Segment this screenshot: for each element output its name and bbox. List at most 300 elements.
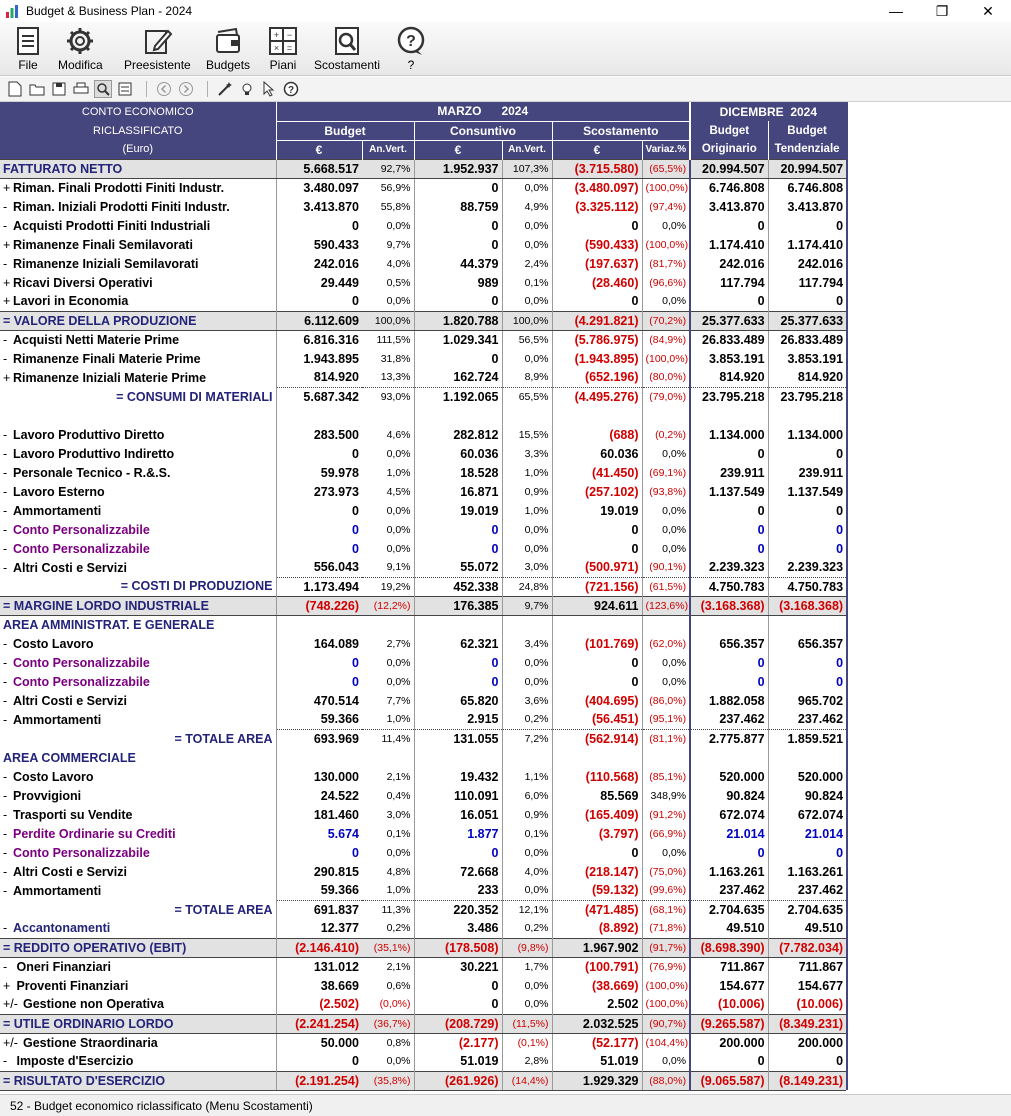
budget-tendenziale[interactable]: 0 (836, 674, 844, 689)
budget-originario[interactable] (690, 615, 768, 634)
scostamento-value[interactable]: 0 (552, 216, 642, 235)
budget-originario[interactable]: 25.377.633 (690, 311, 768, 330)
budget-tendenziale[interactable]: 1.174.410 (787, 237, 844, 252)
table-row[interactable] (0, 729, 846, 748)
scostamento-value[interactable]: 85.569 (552, 786, 642, 805)
pointer-icon[interactable] (260, 80, 278, 98)
budget-anvert[interactable]: 0,0% (362, 292, 414, 311)
scostamento-variaz[interactable]: (62,0%) (642, 634, 690, 653)
consuntivo-anvert[interactable] (502, 406, 552, 425)
budget-anvert[interactable]: 0,0% (362, 444, 414, 463)
budget-tendenziale[interactable]: 154.677 (797, 978, 844, 993)
help-small-icon[interactable] (282, 80, 300, 98)
scostamento-variaz[interactable]: (90,7%) (642, 1014, 690, 1033)
consuntivo-anvert[interactable]: 0,0% (502, 976, 552, 995)
consuntivo-value[interactable]: 0 (414, 843, 502, 862)
scostamento-variaz[interactable]: 0,0% (642, 292, 690, 311)
budget-value[interactable]: 130.000 (313, 769, 359, 784)
table-row[interactable] (0, 919, 846, 938)
budget-anvert[interactable]: 11,4% (362, 729, 414, 748)
menu-preesistente[interactable]: Preesistente (124, 26, 191, 72)
budget-value[interactable]: 24.522 (320, 788, 359, 803)
consuntivo-value[interactable] (414, 615, 502, 634)
consuntivo-anvert[interactable]: 4,0% (502, 862, 552, 881)
budget-anvert[interactable]: 0,0% (362, 216, 414, 235)
scostamento-variaz[interactable]: (70,2%) (642, 311, 690, 330)
budget-originario[interactable]: 237.462 (690, 710, 768, 729)
consuntivo-anvert[interactable]: 3,0% (502, 558, 552, 577)
scostamento-value[interactable]: (652.196) (552, 368, 642, 387)
budget-anvert[interactable]: 3,0% (362, 805, 414, 824)
consuntivo-value[interactable] (414, 748, 502, 767)
consuntivo-value[interactable]: 0 (414, 653, 502, 672)
scostamento-value[interactable]: (101.769) (552, 634, 642, 653)
budget-anvert[interactable]: 4,0% (362, 254, 414, 273)
scostamento-variaz[interactable]: (79,0%) (642, 387, 690, 406)
budget-value[interactable]: 3.480.097 (303, 180, 359, 195)
budget-value[interactable]: 290.815 (313, 864, 359, 879)
table-row[interactable] (0, 387, 846, 406)
consuntivo-anvert[interactable]: 0,2% (502, 919, 552, 938)
budget-value[interactable]: 0 (352, 655, 359, 670)
close-button[interactable]: ✕ (982, 2, 994, 19)
table-row[interactable] (0, 805, 846, 824)
budget-value[interactable]: 0 (352, 503, 359, 518)
table-row[interactable] (0, 748, 846, 767)
consuntivo-anvert[interactable]: 7,2% (502, 729, 552, 748)
scostamento-variaz[interactable]: (81,7%) (642, 254, 690, 273)
consuntivo-anvert[interactable]: 107,3% (502, 159, 552, 178)
budget-originario[interactable]: 21.014 (690, 824, 768, 843)
scostamento-variaz[interactable]: 0,0% (642, 1052, 690, 1071)
budget-value[interactable]: 693.969 (276, 729, 362, 748)
scostamento-value[interactable]: (56.451) (552, 710, 642, 729)
consuntivo-anvert[interactable]: 0,1% (502, 824, 552, 843)
scostamento-variaz[interactable]: (66,9%) (642, 824, 690, 843)
budget-anvert[interactable]: 0,0% (362, 653, 414, 672)
consuntivo-anvert[interactable]: 0,1% (502, 273, 552, 292)
budget-anvert[interactable]: 0,0% (362, 501, 414, 520)
budget-tendenziale[interactable]: 237.462 (797, 883, 844, 898)
consuntivo-anvert[interactable]: 3,4% (502, 634, 552, 653)
table-row[interactable] (0, 330, 846, 349)
print-icon[interactable] (72, 80, 90, 98)
table-row[interactable] (0, 1071, 846, 1090)
scostamento-variaz[interactable]: (99,6%) (642, 881, 690, 900)
budget-originario[interactable]: 49.510 (690, 919, 768, 938)
budget-tendenziale[interactable]: 237.462 (797, 712, 844, 727)
budget-tendenziale[interactable]: 26.833.489 (780, 332, 844, 347)
budget-anvert[interactable] (362, 406, 414, 425)
budget-value[interactable]: 470.514 (313, 693, 359, 708)
budget-tendenziale[interactable]: (8.349.231) (768, 1014, 846, 1033)
consuntivo-anvert[interactable]: (9,8%) (502, 938, 552, 957)
table-row[interactable] (0, 843, 846, 862)
table-row[interactable] (0, 482, 846, 501)
consuntivo-anvert[interactable]: 3,3% (502, 444, 552, 463)
consuntivo-anvert[interactable]: 4,9% (502, 197, 552, 216)
consuntivo-value[interactable]: 989 (414, 273, 502, 292)
budget-anvert[interactable]: 0,0% (362, 672, 414, 691)
scostamento-value[interactable]: (590.433) (552, 235, 642, 254)
budget-tendenziale[interactable]: 2.704.635 (768, 900, 846, 919)
consuntivo-value[interactable]: 1.877 (414, 824, 502, 843)
consuntivo-value[interactable]: 220.352 (414, 900, 502, 919)
scostamento-value[interactable]: 60.036 (552, 444, 642, 463)
budget-originario[interactable]: (3.168.368) (690, 596, 768, 615)
menu-help[interactable]: ? ? (395, 26, 427, 72)
budget-tendenziale[interactable]: 0 (836, 294, 844, 309)
budget-anvert[interactable]: 0,0% (362, 539, 414, 558)
budget-value[interactable]: 59.366 (320, 712, 359, 727)
table-row[interactable] (0, 216, 846, 235)
budget-originario[interactable]: 117.794 (690, 273, 768, 292)
consuntivo-value[interactable]: 16.871 (414, 482, 502, 501)
budget-tendenziale[interactable] (768, 406, 846, 425)
budget-anvert[interactable]: 2,7% (362, 634, 414, 653)
scostamento-variaz[interactable]: (95,1%) (642, 710, 690, 729)
scostamento-value[interactable]: 924.611 (552, 596, 642, 615)
budget-anvert[interactable]: (35,8%) (362, 1071, 414, 1090)
consuntivo-anvert[interactable]: 100,0% (502, 311, 552, 330)
scostamento-value[interactable]: (52.177) (552, 1033, 642, 1052)
budget-anvert[interactable]: 0,0% (362, 520, 414, 539)
budget-value[interactable]: 59.978 (320, 465, 359, 480)
scostamento-value[interactable]: 2.032.525 (552, 1014, 642, 1033)
budget-value[interactable]: 814.920 (313, 370, 359, 385)
budget-value[interactable]: 283.500 (313, 427, 359, 442)
consuntivo-anvert[interactable]: 1,0% (502, 501, 552, 520)
consuntivo-value[interactable]: 1.029.341 (414, 330, 502, 349)
budget-anvert[interactable]: (35,1%) (362, 938, 414, 957)
consuntivo-anvert[interactable] (502, 748, 552, 767)
scostamento-variaz[interactable]: (104,4%) (642, 1033, 690, 1052)
new-document-icon[interactable] (6, 80, 24, 98)
consuntivo-anvert[interactable]: 0,0% (502, 995, 552, 1014)
forward-icon[interactable] (177, 80, 195, 98)
consuntivo-anvert[interactable]: 1,1% (502, 767, 552, 786)
budget-originario[interactable]: 1.137.549 (690, 482, 768, 501)
scostamento-variaz[interactable]: (61,5%) (642, 577, 690, 596)
consuntivo-value[interactable]: 0 (414, 292, 502, 311)
consuntivo-value[interactable]: 0 (414, 539, 502, 558)
consuntivo-value[interactable]: 62.321 (414, 634, 502, 653)
consuntivo-value[interactable]: 0 (414, 520, 502, 539)
table-row[interactable] (0, 539, 846, 558)
budget-tendenziale[interactable]: 239.911 (798, 465, 844, 480)
consuntivo-value[interactable]: 60.036 (414, 444, 502, 463)
consuntivo-anvert[interactable]: 0,9% (502, 482, 552, 501)
consuntivo-anvert[interactable]: 56,5% (502, 330, 552, 349)
budget-originario[interactable]: (10.006) (690, 995, 768, 1014)
menu-budgets[interactable]: Budgets (206, 26, 250, 72)
scostamento-value[interactable]: (3.797) (552, 824, 642, 843)
consuntivo-anvert[interactable]: (14,4%) (502, 1071, 552, 1090)
consuntivo-value[interactable]: (261.926) (414, 1071, 502, 1090)
budget-value[interactable]: 1.173.494 (276, 577, 362, 596)
budget-originario[interactable]: 6.746.808 (690, 178, 768, 197)
scostamento-value[interactable] (552, 406, 642, 425)
budget-value[interactable]: 0 (352, 522, 359, 537)
consuntivo-anvert[interactable]: 0,0% (502, 539, 552, 558)
table-row[interactable] (0, 1033, 846, 1052)
budget-value[interactable]: 164.089 (313, 636, 359, 651)
scostamento-variaz[interactable]: (90,1%) (642, 558, 690, 577)
budget-value[interactable]: 0 (352, 845, 359, 860)
scostamento-variaz[interactable]: (93,8%) (642, 482, 690, 501)
budget-originario[interactable]: 0 (690, 520, 768, 539)
scostamento-variaz[interactable]: (68,1%) (642, 900, 690, 919)
scostamento-value[interactable]: 1.929.329 (552, 1071, 642, 1090)
scostamento-variaz[interactable]: (100,0%) (642, 178, 690, 197)
budget-value[interactable]: 6.112.609 (276, 311, 362, 330)
scostamento-value[interactable]: (3.325.112) (552, 197, 642, 216)
budget-value[interactable]: 12.377 (320, 921, 359, 936)
budget-originario[interactable]: (9.265.587) (690, 1014, 768, 1033)
budget-tendenziale[interactable]: 25.377.633 (768, 311, 846, 330)
table-row[interactable] (0, 710, 846, 729)
budget-originario[interactable]: 4.750.783 (690, 577, 768, 596)
scostamento-value[interactable]: (59.132) (552, 881, 642, 900)
scostamento-value[interactable]: 0 (552, 539, 642, 558)
consuntivo-anvert[interactable]: (11,5%) (502, 1014, 552, 1033)
consuntivo-value[interactable]: 44.379 (414, 254, 502, 273)
scostamento-variaz[interactable]: (91,7%) (642, 938, 690, 957)
table-row[interactable] (0, 767, 846, 786)
consuntivo-anvert[interactable]: 0,0% (502, 178, 552, 197)
menu-file[interactable]: File (12, 26, 44, 72)
scostamento-variaz[interactable]: (100,0%) (642, 349, 690, 368)
budget-value[interactable]: (2.241.254) (276, 1014, 362, 1033)
consuntivo-value[interactable]: 2.915 (414, 710, 502, 729)
budget-originario[interactable]: 0 (690, 1052, 768, 1071)
scostamento-value[interactable]: 0 (552, 672, 642, 691)
budget-originario[interactable]: 2.775.877 (690, 729, 768, 748)
budget-tendenziale[interactable]: 20.994.507 (768, 159, 846, 178)
consuntivo-value[interactable]: (2.177) (414, 1033, 502, 1052)
consuntivo-value[interactable]: 0 (414, 216, 502, 235)
consuntivo-value[interactable]: 1.192.065 (414, 387, 502, 406)
table-row[interactable] (0, 881, 846, 900)
consuntivo-value[interactable]: 1.820.788 (414, 311, 502, 330)
table-row[interactable] (0, 254, 846, 273)
consuntivo-value[interactable]: 0 (414, 976, 502, 995)
scostamento-value[interactable]: (4.291.821) (552, 311, 642, 330)
scostamento-variaz[interactable]: 0,0% (642, 843, 690, 862)
budget-tendenziale[interactable]: 6.746.808 (787, 180, 844, 195)
scostamento-variaz[interactable]: 0,0% (642, 520, 690, 539)
scostamento-variaz[interactable]: (100,0%) (642, 235, 690, 254)
scostamento-value[interactable]: 0 (552, 843, 642, 862)
consuntivo-value[interactable]: 0 (414, 995, 502, 1014)
budget-originario[interactable]: 20.994.507 (690, 159, 768, 178)
scostamento-value[interactable]: (28.460) (552, 273, 642, 292)
table-row[interactable] (0, 444, 846, 463)
budget-tendenziale[interactable]: 23.795.218 (768, 387, 846, 406)
scostamento-value[interactable]: (8.892) (552, 919, 642, 938)
consuntivo-anvert[interactable]: 9,7% (502, 596, 552, 615)
budget-anvert[interactable]: 7,7% (362, 691, 414, 710)
scostamento-value[interactable]: (500.971) (552, 558, 642, 577)
scostamento-value[interactable]: 51.019 (552, 1052, 642, 1071)
table-row[interactable] (0, 501, 846, 520)
consuntivo-value[interactable]: 18.528 (414, 463, 502, 482)
budget-value[interactable]: 1.943.895 (303, 351, 359, 366)
budget-originario[interactable]: 814.920 (690, 368, 768, 387)
budget-tendenziale[interactable]: 711.867 (798, 959, 844, 974)
consuntivo-value[interactable]: (178.508) (414, 938, 502, 957)
budget-originario[interactable]: 672.074 (690, 805, 768, 824)
consuntivo-anvert[interactable]: 0,0% (502, 672, 552, 691)
budget-tendenziale[interactable]: 0 (836, 1054, 844, 1069)
budget-anvert[interactable]: 0,4% (362, 786, 414, 805)
budget-value[interactable]: 0 (352, 446, 359, 461)
budget-tendenziale[interactable]: 0 (836, 218, 844, 233)
budget-value[interactable]: 590.433 (313, 237, 359, 252)
lightbulb-icon[interactable] (238, 80, 256, 98)
budget-value[interactable]: 59.366 (320, 883, 359, 898)
scostamento-value[interactable]: (197.637) (552, 254, 642, 273)
scostamento-value[interactable]: 0 (552, 520, 642, 539)
consuntivo-value[interactable]: (208.729) (414, 1014, 502, 1033)
scostamento-variaz[interactable]: (100,0%) (642, 995, 690, 1014)
consuntivo-anvert[interactable]: 0,0% (502, 235, 552, 254)
scostamento-value[interactable] (552, 615, 642, 634)
budget-value[interactable]: 0 (352, 674, 359, 689)
scostamento-variaz[interactable]: 0,0% (642, 653, 690, 672)
scostamento-value[interactable]: 19.019 (552, 501, 642, 520)
budget-originario[interactable]: 242.016 (690, 254, 768, 273)
budget-originario[interactable]: 0 (690, 444, 768, 463)
budget-tendenziale[interactable]: 49.510 (804, 921, 844, 936)
scostamento-value[interactable]: (562.914) (552, 729, 642, 748)
table-row[interactable] (0, 596, 846, 615)
budget-originario[interactable]: 1.882.058 (690, 691, 768, 710)
budget-tendenziale[interactable] (768, 615, 846, 634)
budget-anvert[interactable]: 55,8% (362, 197, 414, 216)
scostamento-value[interactable]: 2.502 (552, 995, 642, 1014)
budget-originario[interactable]: 0 (690, 539, 768, 558)
consuntivo-value[interactable] (414, 406, 502, 425)
budget-value[interactable]: (2.502) (319, 997, 359, 1012)
budget-tendenziale[interactable]: 21.014 (804, 826, 844, 841)
budget-originario[interactable]: 656.357 (690, 634, 768, 653)
consuntivo-anvert[interactable]: 3,6% (502, 691, 552, 710)
consuntivo-anvert[interactable]: 65,5% (502, 387, 552, 406)
consuntivo-anvert[interactable]: 0,0% (502, 292, 552, 311)
budget-value[interactable]: 181.460 (313, 807, 359, 822)
budget-anvert[interactable]: 1,0% (362, 710, 414, 729)
table-row[interactable] (0, 577, 846, 596)
budget-value[interactable]: 556.043 (313, 560, 359, 575)
scostamento-variaz[interactable]: (100,0%) (642, 976, 690, 995)
budget-value[interactable]: 273.973 (313, 484, 359, 499)
table-row[interactable] (0, 520, 846, 539)
scostamento-variaz[interactable]: 348,9% (642, 786, 690, 805)
scostamento-variaz[interactable]: (76,9%) (642, 957, 690, 976)
scostamento-value[interactable] (552, 748, 642, 767)
budget-tendenziale[interactable]: 520.000 (797, 769, 844, 784)
consuntivo-value[interactable]: 3.486 (414, 919, 502, 938)
menu-piani[interactable]: + − × = Piani (267, 26, 299, 72)
budget-anvert[interactable]: 100,0% (362, 311, 414, 330)
budget-originario[interactable]: 23.795.218 (690, 387, 768, 406)
consuntivo-value[interactable]: 110.091 (414, 786, 502, 805)
scostamento-variaz[interactable]: (75,0%) (642, 862, 690, 881)
budget-anvert[interactable]: 31,8% (362, 349, 414, 368)
budget-value[interactable]: (2.191.254) (276, 1071, 362, 1090)
budget-value[interactable]: (748.226) (276, 596, 362, 615)
budget-originario[interactable]: 3.853.191 (690, 349, 768, 368)
budget-originario[interactable]: 1.163.261 (690, 862, 768, 881)
scostamento-value[interactable]: 0 (552, 292, 642, 311)
scostamento-value[interactable]: (3.480.097) (552, 178, 642, 197)
scostamento-value[interactable]: (165.409) (552, 805, 642, 824)
consuntivo-value[interactable]: 0 (414, 178, 502, 197)
budget-anvert[interactable]: 56,9% (362, 178, 414, 197)
scostamento-value[interactable]: 0 (552, 653, 642, 672)
scostamento-variaz[interactable]: (96,6%) (642, 273, 690, 292)
consuntivo-anvert[interactable]: (0,1%) (502, 1033, 552, 1052)
table-row[interactable] (0, 311, 846, 330)
budget-anvert[interactable]: 0,0% (362, 1052, 414, 1071)
consuntivo-value[interactable]: 19.019 (414, 501, 502, 520)
budget-value[interactable] (276, 406, 362, 425)
budget-tendenziale[interactable]: 1.163.261 (787, 864, 844, 879)
consuntivo-value[interactable]: 55.072 (414, 558, 502, 577)
table-row[interactable] (0, 957, 846, 976)
budget-anvert[interactable]: 19,2% (362, 577, 414, 596)
table-row[interactable] (0, 197, 846, 216)
budget-anvert[interactable]: 111,5% (362, 330, 414, 349)
consuntivo-anvert[interactable]: 0,0% (502, 520, 552, 539)
scostamento-value[interactable]: (5.786.975) (552, 330, 642, 349)
budget-tendenziale[interactable]: 656.357 (797, 636, 844, 651)
budget-originario[interactable] (690, 748, 768, 767)
budget-anvert[interactable]: 13,3% (362, 368, 414, 387)
table-row[interactable] (0, 900, 846, 919)
budget-originario[interactable] (690, 406, 768, 425)
budget-value[interactable]: 5.674 (327, 826, 359, 841)
budget-tendenziale[interactable]: 672.074 (797, 807, 844, 822)
budget-originario[interactable]: 0 (690, 672, 768, 691)
table-row[interactable] (0, 1052, 846, 1071)
budget-originario[interactable]: 200.000 (690, 1033, 768, 1052)
budget-anvert[interactable]: 4,8% (362, 862, 414, 881)
budget-originario[interactable]: 239.911 (690, 463, 768, 482)
scostamento-variaz[interactable]: (69,1%) (642, 463, 690, 482)
consuntivo-value[interactable]: 0 (414, 235, 502, 254)
budget-originario[interactable]: 154.677 (690, 976, 768, 995)
budget-anvert[interactable]: (36,7%) (362, 1014, 414, 1033)
consuntivo-value[interactable]: 452.338 (414, 577, 502, 596)
budget-value[interactable]: 5.668.517 (276, 159, 362, 178)
budget-anvert[interactable]: 2,1% (362, 957, 414, 976)
consuntivo-value[interactable]: 19.432 (414, 767, 502, 786)
consuntivo-anvert[interactable]: 15,5% (502, 425, 552, 444)
save-icon[interactable] (50, 80, 68, 98)
scostamento-variaz[interactable]: (71,8%) (642, 919, 690, 938)
table-row[interactable] (0, 995, 846, 1014)
scostamento-value[interactable]: (3.715.580) (552, 159, 642, 178)
budget-tendenziale[interactable]: 0 (836, 503, 844, 518)
table-row[interactable] (0, 938, 846, 957)
scostamento-value[interactable]: (218.147) (552, 862, 642, 881)
menu-scostamenti[interactable]: Scostamenti (314, 26, 380, 72)
scostamento-value[interactable]: (110.568) (552, 767, 642, 786)
budget-value[interactable]: 38.669 (320, 978, 359, 993)
scostamento-variaz[interactable] (642, 615, 690, 634)
